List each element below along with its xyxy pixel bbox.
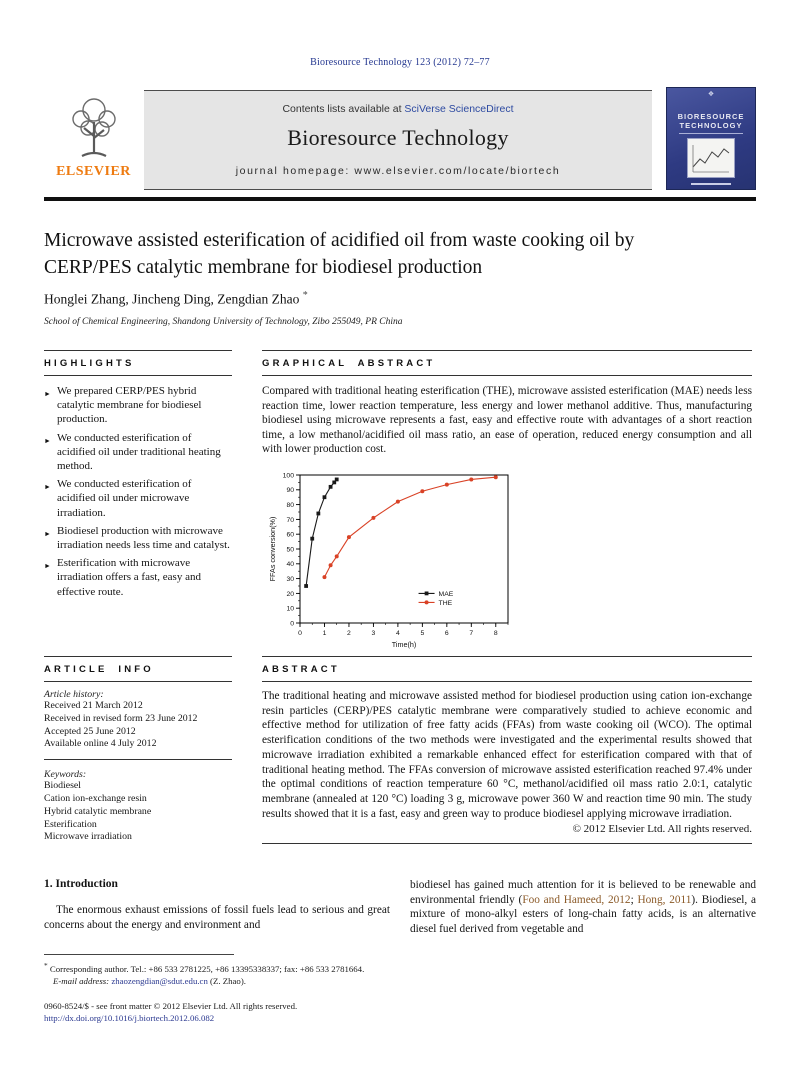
contents-prefix: Contents lists available at	[282, 103, 405, 115]
svg-text:8: 8	[493, 629, 498, 637]
email-label: E-mail address:	[53, 975, 112, 986]
article-info-heading: ARTICLE INFO	[44, 664, 154, 675]
running-head-citation: Bioresource Technology 123 (2012) 72–77	[310, 57, 490, 68]
contents-line	[144, 103, 652, 115]
keyword-entry: Hybrid catalytic membrane	[44, 805, 152, 817]
cover-title-line1: BIORESOURCE	[677, 112, 745, 121]
svg-text:1: 1	[322, 629, 327, 637]
abstract-column	[262, 656, 752, 844]
elsevier-tree-icon	[62, 92, 126, 166]
journal-header	[44, 90, 756, 188]
journal-homepage-link[interactable]: journal homepage: www.elsevier.com/locate/biortech	[235, 165, 561, 177]
highlight-text: We conducted esterification of acidified oil under microwave irradiation.	[57, 478, 192, 519]
abstract-heading: ABSTRACT	[262, 664, 340, 675]
citation-separator: ;	[630, 893, 638, 906]
footnote-block	[44, 954, 756, 1024]
svg-text:0: 0	[298, 629, 302, 637]
keywords-divider	[44, 759, 232, 762]
svg-text:100: 100	[282, 472, 294, 480]
article-title	[44, 227, 754, 281]
article-title-line1: Microwave assisted esterification of acidified oil from waste cooking oil by	[44, 230, 635, 251]
highlight-item	[44, 384, 232, 427]
svg-text:50: 50	[286, 546, 294, 554]
intro-text: ). Biodiesel, a mixture of mono-alkyl esters of long-chain fatty acids, is an alternative diesel fuel derived from vegetable and	[410, 893, 757, 935]
cover-ornament-icon: ❖	[707, 90, 715, 98]
journal-title: Bioresource Technology	[287, 125, 509, 150]
elsevier-logo[interactable]	[44, 90, 143, 188]
footnote-rule	[44, 954, 234, 955]
graphical-head-rule	[262, 375, 752, 376]
history-entry: Accepted 25 June 2012	[44, 725, 136, 737]
svg-text:5: 5	[420, 629, 425, 637]
svg-text:40: 40	[286, 561, 294, 569]
graphical-abstract-heading: GRAPHICAL ABSTRACT	[262, 358, 436, 369]
highlight-item	[44, 477, 232, 520]
authors-line	[44, 290, 308, 308]
keyword-entry: Microwave irradiation	[44, 831, 132, 843]
cover-divider	[679, 133, 743, 134]
history-entry: Received 21 March 2012	[44, 700, 143, 711]
keyword-entry: Cation ion-exchange resin	[44, 792, 147, 804]
svg-text:MAE: MAE	[438, 590, 454, 598]
svg-text:3: 3	[371, 629, 376, 637]
svg-text:Time(h): Time(h)	[391, 639, 417, 649]
intro-left-column	[44, 878, 390, 932]
highlights-list	[44, 384, 232, 599]
svg-text:10: 10	[286, 605, 294, 613]
highlight-item	[44, 556, 232, 599]
graphical-abstract-text: Compared with traditional heating esterification (THE), microwave assisted esterification (MAE) needs less reaction time, lower reaction temperature, less energy and lower methanol additive. Thus, manufacturing biodiesel using microwave represents a fast, easy and effective route with advantages of a short reaction time, a low methanol/acidified oil mass ratio, an ease of operation, reduced energy consumption and all with lower production cost.	[262, 385, 752, 456]
svg-text:90: 90	[286, 487, 294, 495]
svg-text:6: 6	[444, 629, 449, 637]
svg-text:80: 80	[286, 501, 294, 509]
conversion-chart-figure	[266, 469, 516, 662]
svg-text:7: 7	[469, 629, 474, 637]
keyword-entry: Esterification	[44, 818, 97, 830]
highlight-text: Esterification with microwave irradiation offers a fast, easy and effective route.	[57, 557, 201, 598]
article-history-label: Article history:	[44, 689, 104, 700]
journal-banner	[144, 90, 652, 190]
highlights-heading: HIGHLIGHTS	[44, 358, 135, 369]
citation-link[interactable]: Foo and Hameed, 2012	[522, 893, 631, 906]
svg-text:THE: THE	[438, 599, 453, 607]
highlight-item	[44, 431, 232, 474]
svg-text:60: 60	[286, 531, 294, 539]
intro-left-paragraph: The enormous exhaust emissions of fossil fuels lead to serious and great concerns about the energy and environment and	[44, 904, 390, 931]
issn-copyright-line: 0960-8524/$ - see front matter © 2012 Elsevier Ltd. All rights reserved.	[44, 1000, 298, 1011]
cover-title-line2: TECHNOLOGY	[679, 121, 743, 130]
highlights-column	[44, 350, 232, 603]
highlight-text: Biodiesel production with microwave irradiation needs less time and catalyst.	[57, 524, 230, 552]
header-rule	[44, 197, 756, 201]
history-entry: Received in revised form 23 June 2012	[44, 712, 198, 724]
bullet-arrow-icon: ►	[44, 436, 51, 445]
article-info-head-rule	[44, 681, 232, 682]
journal-cover-thumbnail[interactable]	[666, 87, 756, 190]
svg-text:2: 2	[347, 629, 351, 637]
doi-url[interactable]: http://dx.doi.org/10.1016/j.biortech.2012.06.082	[44, 1012, 215, 1023]
email-link[interactable]: zhaozengdian@sdut.edu.cn	[111, 975, 208, 986]
citation-link[interactable]: Hong, 2011	[637, 893, 692, 906]
keyword-entry: Biodiesel	[44, 780, 82, 792]
corresponding-author-mark[interactable]: *	[302, 290, 308, 301]
cover-footer-bar	[691, 183, 731, 185]
sciverse-sciencedirect-link[interactable]: SciVerse ScienceDirect	[404, 103, 514, 115]
corresponding-author-text: Corresponding author. Tel.: +86 533 2781225, +86 13395338337; fax: +86 533 2781664.	[47, 963, 365, 974]
doi-link	[44, 1012, 756, 1024]
history-entry: Available online 4 July 2012	[44, 738, 157, 750]
bullet-arrow-icon: ►	[44, 529, 51, 538]
bullet-arrow-icon: ►	[44, 562, 51, 571]
svg-text:30: 30	[286, 575, 294, 583]
copyright-line: © 2012 Elsevier Ltd. All rights reserved.	[572, 823, 752, 836]
author-names: Honglei Zhang, Jincheng Ding, Zengdian Zhao	[44, 291, 300, 307]
highlight-text: We prepared CERP/PES hybrid catalytic membrane for biodiesel production.	[57, 385, 202, 426]
email-suffix: (Z. Zhao).	[207, 975, 246, 986]
highlights-head-rule	[44, 375, 232, 376]
svg-text:20: 20	[286, 590, 294, 598]
svg-text:0: 0	[290, 620, 294, 628]
highlight-item	[44, 524, 232, 552]
abstract-head-rule	[262, 681, 752, 682]
bullet-arrow-icon: ►	[44, 483, 51, 492]
svg-text:FFAs conversion(%): FFAs conversion(%)	[268, 516, 277, 582]
highlight-text: We conducted esterification of acidified oil under traditional heating method.	[57, 431, 221, 473]
svg-text:70: 70	[286, 516, 294, 524]
abstract-body	[262, 689, 752, 844]
graphical-abstract-column	[262, 350, 752, 662]
cover-chart-thumbnail	[687, 138, 735, 178]
introduction-heading: 1. Introduction	[44, 878, 118, 890]
intro-text: biodiesel has gained much attention for it is believed to be renewable and environmental friendly (	[410, 879, 756, 906]
svg-text:4: 4	[395, 629, 400, 637]
ffa-conversion-chart	[266, 469, 516, 657]
email-note	[44, 975, 756, 987]
footnote-mark: *	[44, 961, 48, 970]
bullet-arrow-icon: ►	[44, 390, 51, 398]
keywords-label: Keywords:	[44, 769, 87, 781]
corresponding-author-note	[44, 960, 756, 975]
article-info-column	[44, 656, 232, 844]
abstract-text: The traditional heating and microwave assisted method for biodiesel production using cation ion-exchange resin particles (CERP)/PES catalytic membrane were comparatively studied to achieve economic and effective method for utilization of free fatty acids (FFAs) from waste cooking oil (WCO). The optimal esterification conditions of the two methods were investigated and the experimental results showed that microwave irradiation exhibited a remarkable enhanced effect for esterification compared with that of traditional heating method. The FFAs conversion of microwave assisted esterification reached 97.4% under the optimal conditions of reaction temperature 60 °C, methanol/acidified oil mass ratio 2.0:1, catalytic membrane (annealed at 120 °C) loading 3 g, microwave power 360 W and reaction time 90 min. The study results showed that it is a fast, easy and green way to produce biodiesel applying microwave irradiation.	[262, 690, 752, 820]
intro-right-paragraph	[410, 878, 756, 936]
affiliation: School of Chemical Engineering, Shandong University of Technology, Zibo 255049, PR China	[44, 317, 403, 327]
elsevier-wordmark: ELSEVIER	[56, 164, 131, 179]
article-title-line2: CERP/PES catalytic membrane for biodiesel production	[44, 257, 483, 278]
cover-title	[667, 112, 755, 130]
intro-right-column	[410, 878, 756, 936]
